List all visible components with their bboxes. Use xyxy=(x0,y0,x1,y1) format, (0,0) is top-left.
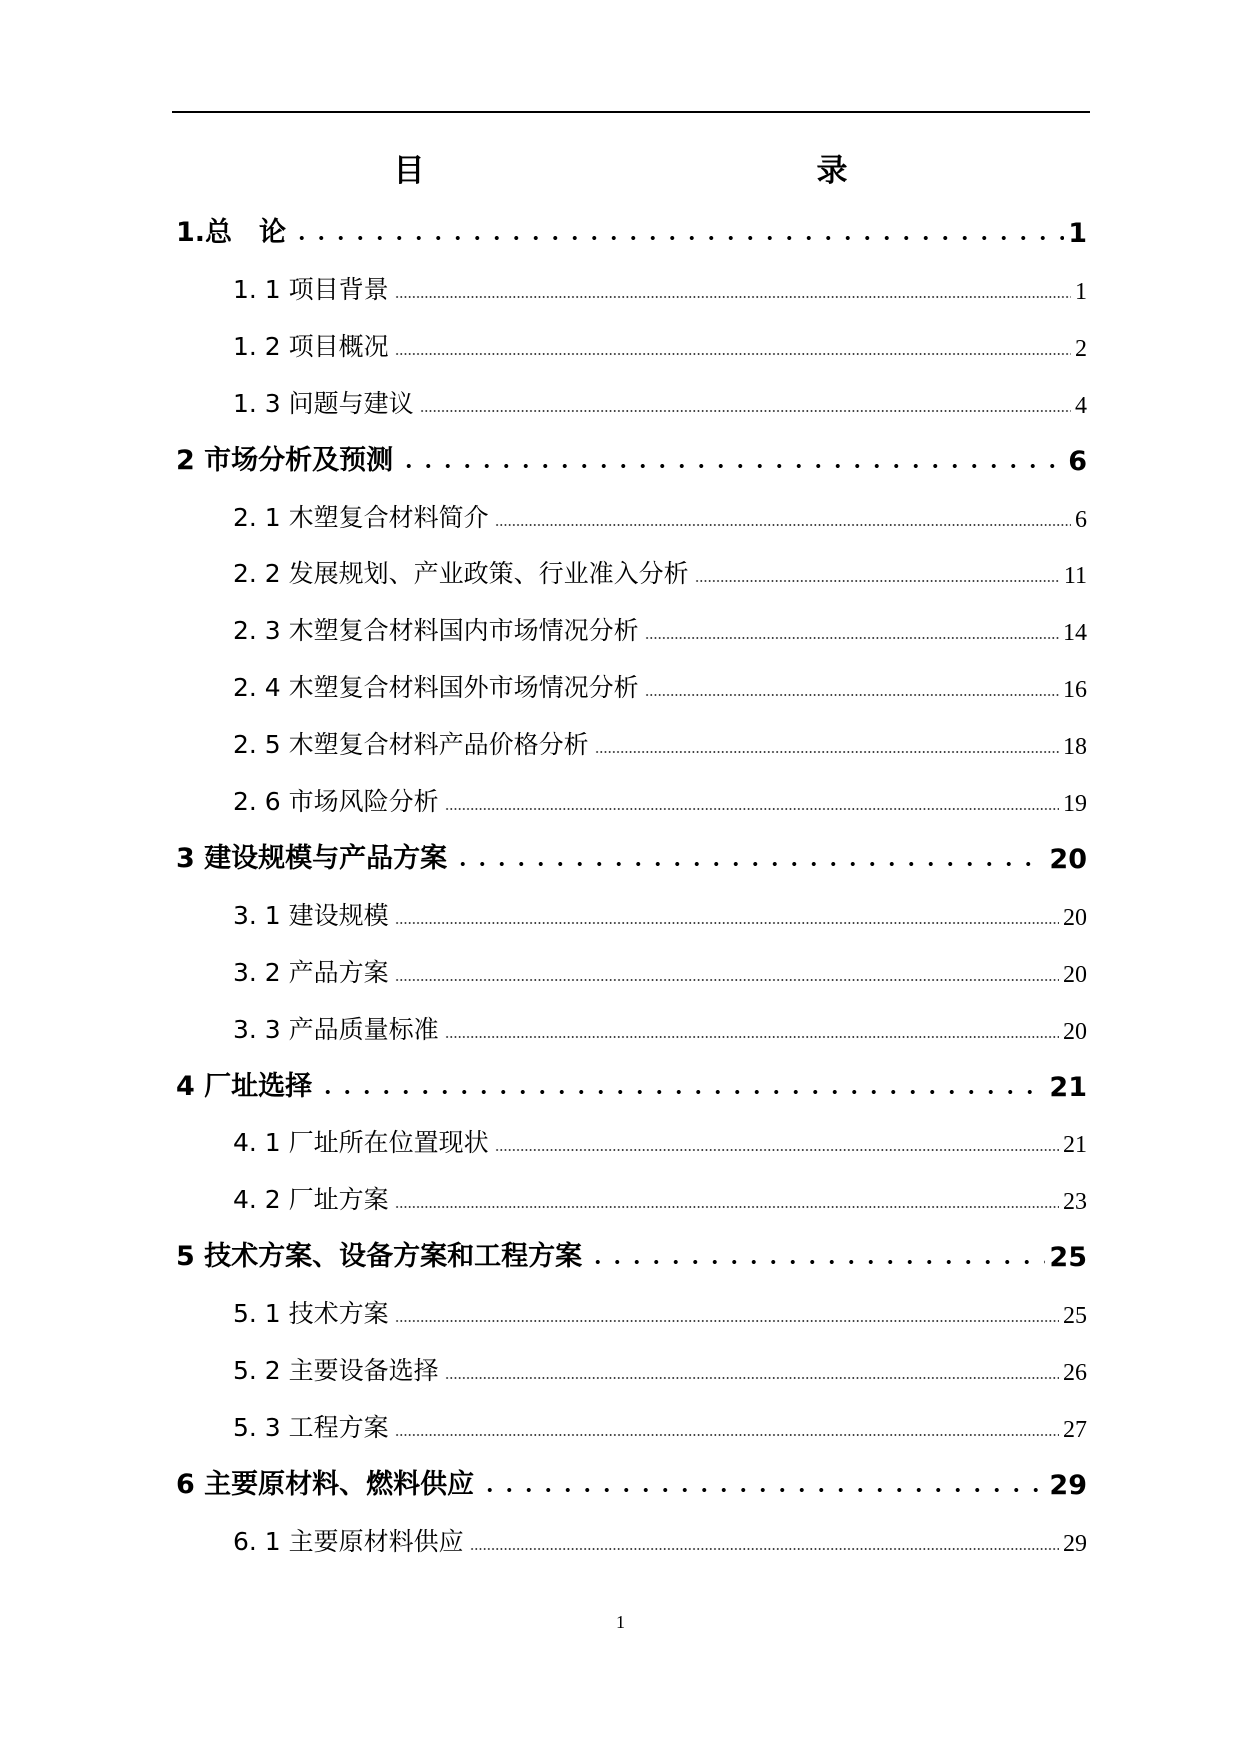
toc-section-entry[interactable] xyxy=(233,1343,1087,1387)
toc-entry-page-number: 19 xyxy=(1063,791,1087,817)
toc-entry-label: 5. 2 主要设备选择 xyxy=(233,1356,439,1385)
toc-entry-label: 4. 1 厂址所在位置现状 xyxy=(233,1128,489,1158)
toc-section-entry[interactable] xyxy=(233,1115,1087,1159)
toc-entry-page-number: 1 xyxy=(1075,278,1087,305)
toc-section-entry[interactable] xyxy=(233,1514,1087,1558)
toc-dot-leader xyxy=(453,831,1045,875)
toc-chapter-entry[interactable] xyxy=(176,433,1087,477)
toc-dot-leader xyxy=(588,1229,1045,1273)
toc-section-entry[interactable] xyxy=(233,945,1087,989)
toc-dot-leader xyxy=(395,319,1071,363)
toc-dot-leader xyxy=(420,376,1071,420)
toc-dot-leader xyxy=(695,546,1060,590)
toc-entry-page-number: 4 xyxy=(1075,392,1087,419)
toc-entry-label: 6 主要原材料、燃料供应 xyxy=(176,1468,475,1500)
toc-dot-leader xyxy=(445,1002,1059,1046)
footer-page-number: 1 xyxy=(616,1612,625,1632)
toc-dot-leader xyxy=(395,1400,1059,1444)
toc-entry-page-number: 23 xyxy=(1063,1189,1087,1216)
toc-dot-leader xyxy=(645,603,1059,647)
toc-dot-leader xyxy=(445,774,1059,818)
toc-section-entry[interactable] xyxy=(233,1172,1087,1216)
toc-entry-label: 1. 3 问题与建议 xyxy=(233,388,414,418)
toc-entry-page-number: 21 xyxy=(1049,1071,1087,1103)
toc-entry-page-number: 1 xyxy=(1068,218,1087,249)
toc-dot-leader xyxy=(395,262,1071,306)
toc-entry-label: 1. 2 项目概况 xyxy=(233,331,389,361)
toc-entry-label: 2. 6 市场风险分析 xyxy=(233,787,439,816)
toc-entry-page-number: 29 xyxy=(1049,1469,1087,1501)
toc-entry-label: 3. 3 产品质量标准 xyxy=(233,1014,439,1044)
toc-entry-label: 6. 1 主要原材料供应 xyxy=(233,1526,464,1556)
toc-chapter-entry[interactable] xyxy=(176,1059,1087,1103)
toc-section-entry[interactable] xyxy=(233,1002,1087,1046)
toc-entry-page-number: 6 xyxy=(1075,506,1087,533)
toc-chapter-entry[interactable] xyxy=(176,1229,1087,1273)
toc-dot-leader xyxy=(445,1343,1059,1387)
toc-section-entry[interactable] xyxy=(233,1400,1087,1444)
toc-entry-page-number: 25 xyxy=(1063,1303,1087,1330)
toc-dot-leader xyxy=(470,1514,1059,1558)
toc-section-entry[interactable] xyxy=(233,319,1087,363)
toc-entry-label: 4. 2 厂址方案 xyxy=(233,1185,389,1215)
toc-title: 目 录 xyxy=(393,153,958,189)
toc-entry-label: 2. 5 木塑复合材料产品价格分析 xyxy=(233,730,589,760)
toc-section-entry[interactable] xyxy=(233,262,1087,306)
toc-chapter-entry[interactable] xyxy=(176,205,1087,249)
toc-entry-page-number: 21 xyxy=(1063,1132,1087,1159)
toc-entry-label: 4 厂址选择 xyxy=(176,1070,313,1102)
toc-entry-label: 2. 2 发展规划、产业政策、行业准入分析 xyxy=(233,559,689,589)
toc-entry-label: 1. 1 项目背景 xyxy=(233,274,389,304)
toc-section-entry[interactable] xyxy=(233,546,1087,590)
toc-entry-page-number: 20 xyxy=(1063,904,1087,931)
toc-chapter-entry[interactable] xyxy=(176,1457,1087,1501)
toc-entry-page-number: 16 xyxy=(1063,677,1087,704)
toc-chapter-entry[interactable] xyxy=(176,831,1087,875)
toc-entry-page-number: 14 xyxy=(1063,620,1087,647)
toc-entry-page-number: 11 xyxy=(1063,563,1087,590)
toc-section-entry[interactable] xyxy=(233,888,1087,932)
toc-entry-page-number: 2 xyxy=(1075,335,1087,362)
toc-section-entry[interactable] xyxy=(233,603,1087,647)
toc-entry-page-number: 20 xyxy=(1063,1018,1087,1045)
toc-entry-page-number: 20 xyxy=(1063,961,1087,988)
toc-dot-leader xyxy=(480,1457,1045,1501)
toc-section-entry[interactable] xyxy=(233,774,1087,818)
toc-entry-label: 2. 1 木塑复合材料简介 xyxy=(233,502,489,532)
toc-entry-label: 5. 1 技术方案 xyxy=(233,1299,389,1329)
toc-dot-leader xyxy=(595,717,1059,761)
toc-dot-leader xyxy=(395,1286,1059,1330)
toc-entry-label: 3. 2 产品方案 xyxy=(233,957,389,987)
toc-entry-label: 3 建设规模与产品方案 xyxy=(176,842,448,874)
toc-entry-label: 5 技术方案、设备方案和工程方案 xyxy=(176,1241,583,1273)
toc-dot-leader xyxy=(495,490,1071,534)
toc-entry-label: 3. 1 建设规模 xyxy=(233,900,389,930)
toc-section-entry[interactable] xyxy=(233,490,1087,534)
toc-section-entry[interactable] xyxy=(233,660,1087,704)
toc-section-entry[interactable] xyxy=(233,717,1087,761)
toc-dot-leader xyxy=(495,1115,1059,1159)
toc-section-entry[interactable] xyxy=(233,1286,1087,1330)
toc-entry-page-number: 26 xyxy=(1063,1360,1087,1386)
toc-entry-label: 2. 4 木塑复合材料国外市场情况分析 xyxy=(233,673,639,703)
toc-entry-page-number: 27 xyxy=(1063,1416,1087,1443)
toc-dot-leader xyxy=(645,660,1059,704)
toc-entry-page-number: 25 xyxy=(1049,1242,1087,1274)
toc-dot-leader xyxy=(395,945,1059,989)
toc-entry-page-number: 20 xyxy=(1049,843,1087,875)
toc-dot-leader xyxy=(318,1059,1045,1103)
toc-dot-leader xyxy=(399,433,1064,477)
toc-entry-page-number: 6 xyxy=(1068,445,1087,477)
toc-dot-leader xyxy=(292,205,1064,249)
toc-dot-leader xyxy=(395,1172,1059,1216)
toc-entry-page-number: 18 xyxy=(1063,734,1087,761)
toc-entry-page-number: 29 xyxy=(1063,1530,1087,1557)
toc-entry-label: 5. 3 工程方案 xyxy=(233,1412,389,1442)
toc-section-entry[interactable] xyxy=(233,376,1087,420)
toc-entry-label: 2. 3 木塑复合材料国内市场情况分析 xyxy=(233,616,639,646)
toc-entry-label: 2 市场分析及预测 xyxy=(176,444,394,476)
toc-entry-label: 1.总 论 xyxy=(176,217,287,248)
toc-dot-leader xyxy=(395,888,1059,932)
